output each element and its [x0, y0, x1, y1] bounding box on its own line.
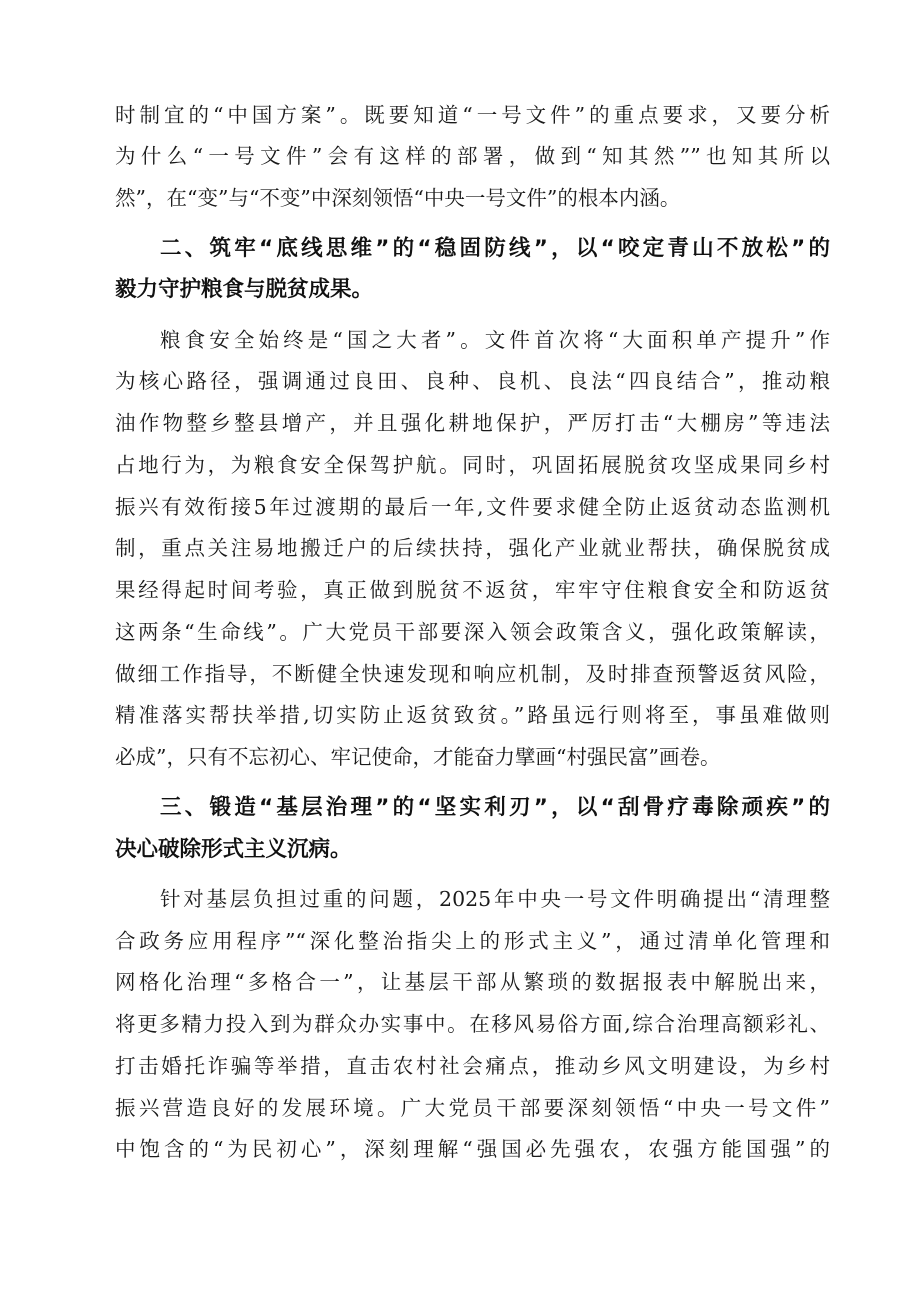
- body-text-line: 果经得起时间考验，真正做到脱贫不返贫，牢牢守住粮食安全和防返贫: [115, 578, 830, 602]
- body-text-line: 振兴有效衔接5年过渡期的最后一年,文件要求健全防止返贫动态监测机: [115, 495, 830, 519]
- body-text-line: 为核心路径，强调通过良田、良种、良机、良法“四良结合”，推动粮: [115, 369, 830, 393]
- body-text-line: 制，重点关注易地搬迁户的后续扶持，强化产业就业帮扶，确保脱贫成: [115, 536, 830, 560]
- body-text-line: 将更多精力投入到为群众办实事中。在移风易俗方面,综合治理高额彩礼、: [115, 1012, 830, 1036]
- body-text-line: 为什么“一号文件”会有这样的部署，做到“知其然””也知其所以: [115, 144, 830, 168]
- body-text-line: 中饱含的“为民初心”，深刻理解“强国必先强农，农强方能国强”的: [115, 1137, 830, 1161]
- section-heading: 二、筑牢“底线思维”的“稳固防线”，以“咬定青山不放松”的: [160, 236, 830, 261]
- body-text-line: 针对基层负担过重的问题，2025年中央一号文件明确提出“清理整: [160, 887, 830, 911]
- body-text-line: 占地行为，为粮食安全保驾护航。同时，巩固拓展脱贫攻坚成果同乡村: [115, 453, 830, 477]
- body-text-line: 然”，在“变”与“不变”中深刻领悟“中央一号文件”的根本内涵。: [115, 186, 681, 210]
- body-text-line: 合政务应用程序”“深化整治指尖上的形式主义”，通过清单化管理和: [115, 929, 830, 953]
- body-text-line: 必成”，只有不忘初心、牢记使命，才能奋力擘画“村强民富”画卷。: [115, 745, 721, 769]
- body-text-line: 时制宜的“中国方案”。既要知道“一号文件”的重点要求，又要分析: [115, 103, 830, 127]
- body-text-line: 做细工作指导，不断健全快速发现和响应机制，及时排查预警返贫风险，: [115, 662, 830, 686]
- body-text-line: 打击婚托诈骗等举措，直击农村社会痛点，推动乡风文明建设，为乡村: [115, 1054, 830, 1078]
- body-text-line: 这两条“生命线”。广大党员干部要深入领会政策含义，强化政策解读，: [115, 620, 830, 644]
- body-text-line: 网格化治理“多格合一”，让基层干部从繁琐的数据报表中解脱出来，: [115, 970, 830, 994]
- section-heading: 三、锻造“基层治理”的“坚实利刃”，以“刮骨疗毒除顽疾”的: [160, 795, 830, 820]
- body-text-line: 振兴营造良好的发展环境。广大党员干部要深刻领悟“中央一号文件”: [115, 1096, 830, 1120]
- section-heading: 毅力守护粮食与脱贫成果。: [115, 277, 374, 302]
- section-heading: 决心破除形式主义沉病。: [115, 837, 352, 862]
- body-text-line: 精准落实帮扶举措,切实防止返贫致贫。”路虽远行则将至，事虽难做则: [115, 703, 830, 727]
- body-text-line: 油作物整乡整县增产，并且强化耕地保护，严厉打击“大棚房”等违法: [115, 411, 830, 435]
- body-text-line: 粮食安全始终是“国之大者”。文件首次将“大面积单产提升”作: [160, 328, 830, 352]
